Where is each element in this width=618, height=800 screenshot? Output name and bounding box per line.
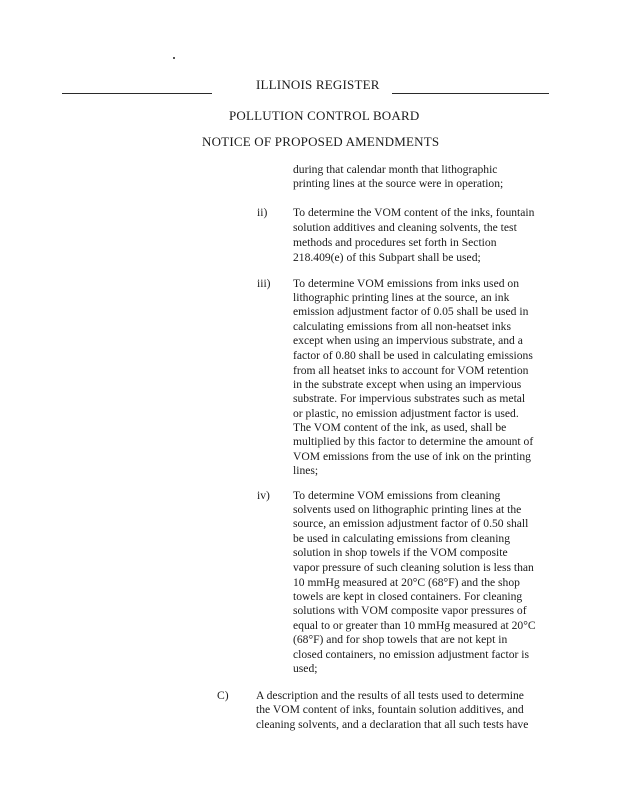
continuation-line: during that calendar month that lithographic — [293, 163, 498, 176]
item-iv-line: 10 mmHg measured at 20°C (68°F) and the shop — [293, 576, 520, 589]
notice-heading: NOTICE OF PROPOSED AMENDMENTS — [202, 134, 440, 149]
item-iv-line: equal to or greater than 10 mmHg measured at 20°C — [293, 619, 536, 632]
header-rule-left — [62, 93, 212, 94]
item-iii-line: To determine VOM emissions from inks used on — [293, 277, 519, 290]
item-iii-line: The VOM content of the ink, as used, shall be — [293, 421, 507, 434]
item-iii-line: lithographic printing lines at the source, an ink — [293, 291, 510, 304]
agency-name: POLLUTION CONTROL BOARD — [229, 108, 420, 123]
item-iv-line: solvents used on lithographic printing lines at the — [293, 503, 522, 516]
item-iv-line: source, an emission adjustment factor of 0.50 shall — [293, 517, 529, 530]
item-iii-label: iii) — [257, 277, 271, 290]
item-iv-line: (68°F) and for shop towels that are not kept in — [293, 633, 508, 646]
item-iv-line: vapor pressure of such cleaning solution is less than — [293, 561, 534, 574]
item-c-line: the VOM content of inks, fountain solution additives, and — [256, 703, 524, 716]
item-iv-line: be used in calculating emissions from cleaning — [293, 532, 511, 545]
item-iii-line: emission adjustment factor of 0.05 shall be used in — [293, 305, 529, 318]
item-iii-line: calculating emissions from all non-heatset inks — [293, 320, 511, 333]
item-iii-line: from all heatset inks to account for VOM retention — [293, 364, 529, 377]
item-ii-label: ii) — [257, 206, 268, 219]
scan-speck — [173, 57, 175, 59]
item-ii-line: To determine the VOM content of the inks, fountain — [293, 206, 535, 219]
continuation-line: printing lines at the source were in operation; — [293, 177, 504, 190]
item-ii-line: solution additives and cleaning solvents, the test — [293, 221, 517, 234]
item-c-label: C) — [217, 689, 229, 702]
item-iii-line: in the substrate except when using an impervious — [293, 378, 522, 391]
item-iii-line: VOM emissions from the use of ink on the printing — [293, 450, 531, 463]
item-ii-line: methods and procedures set forth in Section — [293, 236, 497, 249]
item-c-line: A description and the results of all tests used to determine — [256, 689, 524, 702]
item-iii-line: substrate. For impervious substrates such as metal — [293, 392, 526, 405]
item-iv-line: To determine VOM emissions from cleaning — [293, 489, 501, 502]
item-iii-line: lines; — [293, 464, 319, 477]
item-iv-line: used; — [293, 662, 318, 675]
item-iv-line: solutions with VOM composite vapor pressures of — [293, 604, 527, 617]
item-iii-line: or plastic, no emission adjustment factor is used. — [293, 407, 519, 420]
item-iv-line: closed containers, no emission adjustment factor is — [293, 648, 530, 661]
item-iii-line: factor of 0.80 shall be used in calculating emissions — [293, 349, 533, 362]
item-c-line: cleaning solvents, and a declaration that all such tests have — [256, 718, 529, 731]
item-iii-line: except when using an impervious substrate, and a — [293, 334, 523, 347]
item-ii-line: 218.409(e) of this Subpart shall be used; — [293, 251, 481, 264]
item-iv-line: solution in shop towels if the VOM composite — [293, 546, 508, 559]
item-iii-line: multiplied by this factor to determine the amount of — [293, 435, 534, 448]
header-rule-right — [392, 93, 549, 94]
register-title: ILLINOIS REGISTER — [256, 77, 380, 92]
item-iv-line: towels are kept in closed containers. For cleaning — [293, 590, 523, 603]
item-iv-label: iv) — [257, 489, 270, 502]
